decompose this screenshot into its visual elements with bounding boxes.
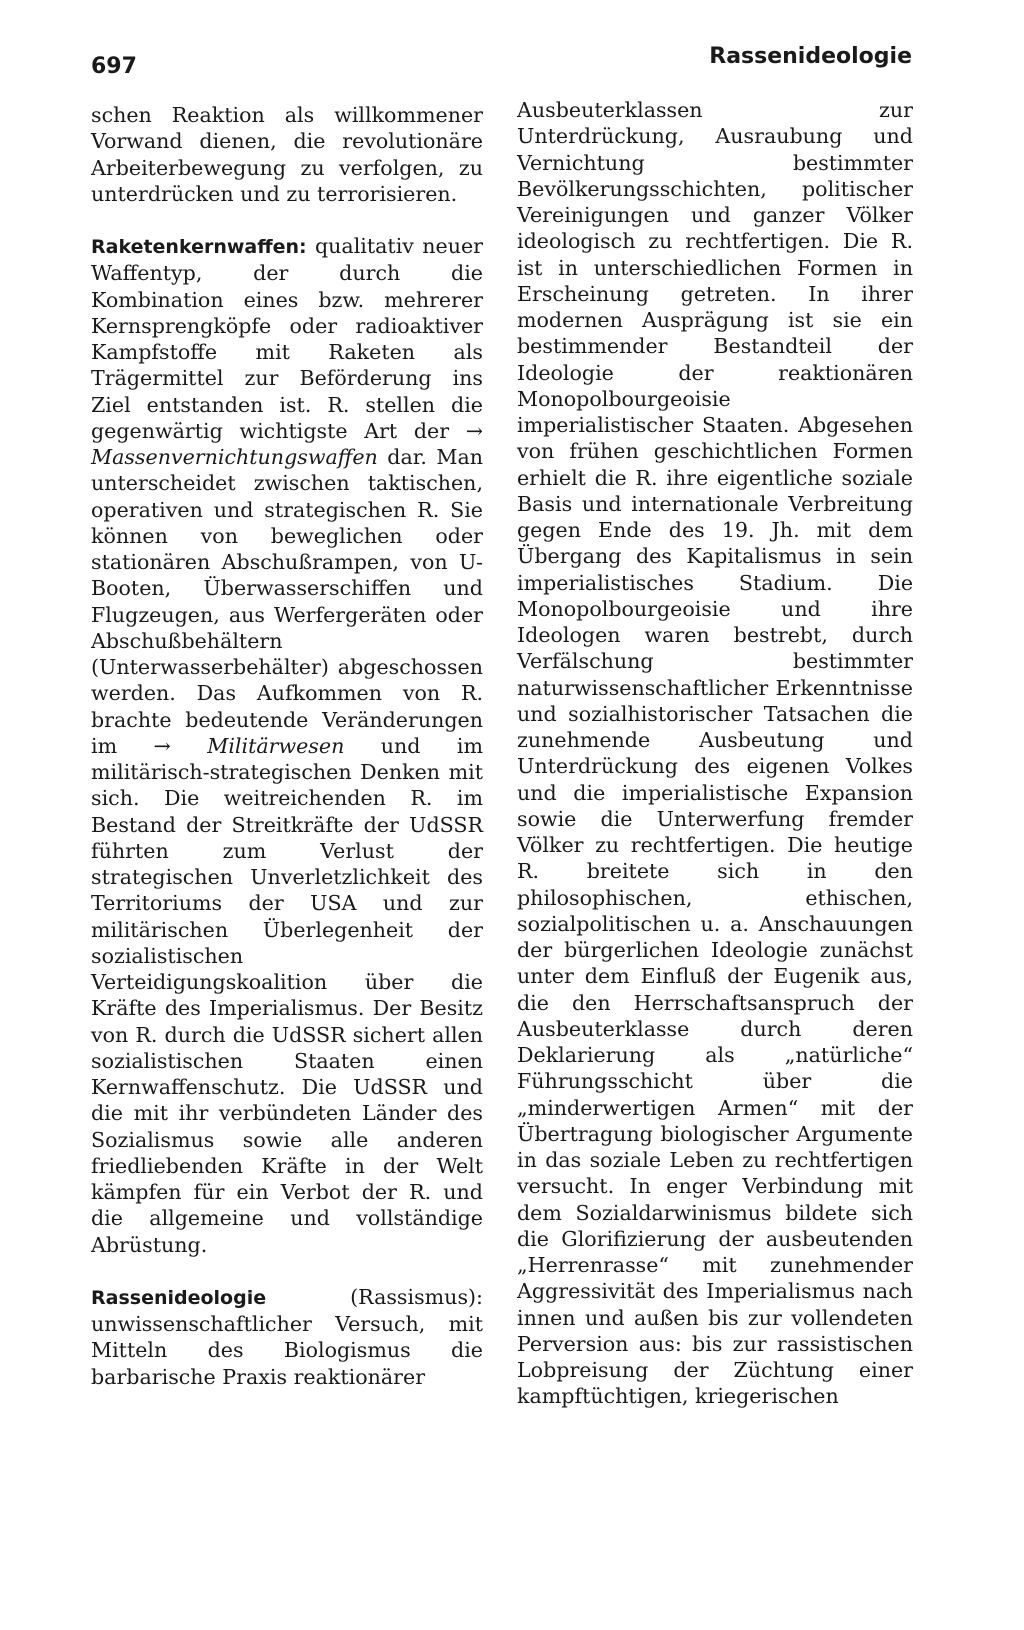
entry-text: dar. Man unterscheidet zwischen taktischen, operativen und strategischen R. Sie können von beweglichen oder stationären Abschußrampen, von U-Booten, Überwasserschiffen und Flugzeugen, aus Werfergeräten oder Abschußbehältern (Unterwasserbehälter) abgeschossen werden. Das Aufkommen von R. brachte bedeutende Veränderungen im (91, 445, 483, 758)
cross-reference-arrow-icon: → (465, 418, 483, 443)
running-head: Rassenideologie (709, 44, 912, 69)
entry-rassenideologie-continuation: Ausbeuterklassen zur Unterdrückung, Ausraubung und Vernichtung bestimmter Bevölkerungsschichten, politischer Vereinigungen und ganzer Völker ideologisch zu rechtfertigen. Die R. ist in unterschiedlichen Formen in Erscheinung getreten. In ihrer modernen Ausprägung ist sie ein bestimmender Bestandteil der Ideologie der reaktionären Monopolbourgeoisie imperialistischer Staaten. Abgesehen von frühen geschichtlichen Formen erhielt die R. ihre eigentliche soziale Basis und internationale Verbreitung gegen Ende des 19. Jh. mit dem Übergang des Kapitalismus in sein imperialistisches Stadium. Die Monopolbourgeoisie und ihre Ideologen waren bestrebt, durch Verfälschung bestimmter naturwissenschaftlicher Erkenntnisse und sozialhistorischer Tatsachen die zunehmende Ausbeutung und Unterdrückung des eigenen Volkes und die imperialistische Expansion sowie die Unterwerfung fremder Völker zu rechtfertigen. Die heutige R. breitete sich in den philosophischen, ethischen, sozialpolitischen u. a. Anschauungen der bürgerlichen Ideologie zunächst unter dem Einfluß der Eugenik aus, die den Herrschaftsanspruch der Ausbeuterklasse durch deren Deklarierung als „natürliche“ Führungsschicht über die „minderwertigen Armen“ mit der Übertragung biologischer Argumente in das soziale Leben zu rechtfertigen versucht. In enger Verbindung mit dem Sozialdarwinismus bildete sich die Glorifizierung der ausbeutenden „Herrenrasse“ mit zunehmender Aggressivität des Imperialismus nach innen und außen bis zur vollendeten Perversion aus: bis zur rassistischen Lobpreisung der Züchtung einer kampftüchtigen, kriegerischen (517, 98, 913, 1409)
entry-text: und im militärisch-strategischen Denken mit sich. Die weitreichenden R. im Bestand der Streitkräfte der UdSSR führten zum Verlust der strategischen Unverletzlichkeit des Territoriums der USA und zur militärischen Überlegenheit der sozialistischen Verteidigungskoalition über die Kräfte des Imperialismus. Der Besitz von R. durch die UdSSR sichert allen sozialistischen Staaten einen Kernwaffenschutz. Die UdSSR und die mit ihr verbündeten Länder des Sozialismus sowie alle anderen friedliebenden Kräfte in der Welt kämpfen für ein Verbot der R. und die allgemeine und vollständige Abrüstung. (91, 733, 484, 1257)
entry-lemma-raketenkernwaffen: Raketenkernwaffen: (91, 236, 307, 258)
cross-reference-arrow-icon: → (153, 733, 171, 758)
page-number: 697 (91, 54, 137, 79)
left-column (91, 102, 483, 1390)
entry-lemma-rassenideologie: Rassenideologie (91, 1286, 267, 1309)
cross-reference-militaerwesen[interactable]: Militärwesen (207, 733, 345, 758)
entry-text: (Rassismus): unwissenschaftlicher Versuch, mit Mitteln des Biologismus die barbarische Praxis reaktionärer (91, 1284, 483, 1389)
right-column (517, 97, 913, 1410)
entry-raketenkernwaffen (91, 233, 483, 1258)
entry-text: qualitativ neuer Waffentyp, der durch die Kombination eines bzw. mehrerer Kernsprengköpfe oder radioaktiver Kampfstoffe mit Raketen als Trägermittel zur Beförderung ins Ziel entstanden ist. R. stellen die gegenwärtig wichtigste Art der (91, 234, 483, 443)
entry-rassenideologie-start (91, 1284, 483, 1390)
previous-entry-continuation: schen Reaktion als willkommener Vorwand dienen, die revolutionäre Arbeiterbewegung zu verfolgen, zu unterdrücken und zu terrorisieren. (91, 103, 483, 206)
cross-reference-massenvernichtungswaffen[interactable]: Massenvernichtungswaffen (91, 445, 378, 469)
